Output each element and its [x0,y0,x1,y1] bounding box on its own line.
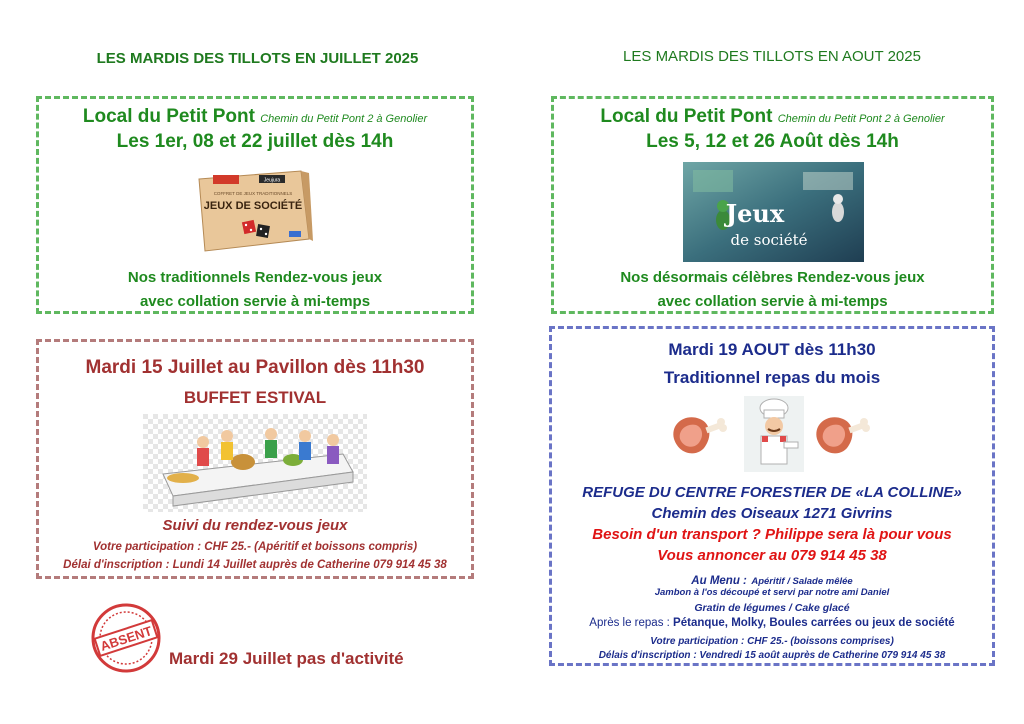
buffet-illustration [143,414,367,512]
august-venue: REFUGE DU CENTRE FORESTIER DE «LA COLLINE» [582,484,962,501]
menu-line3: Gratin de légumes / Cake glacé [694,602,850,614]
july-address: Chemin du Petit Pont 2 à Genolier [260,113,428,125]
august-place-line [554,106,991,128]
august-meal-card [549,326,995,666]
july-buffet-card [36,339,474,579]
july-follow-games: Suivi du rendez-vous jeux [162,517,348,534]
august-header: LES MARDIS DES TILLOTS EN AOUT 2025 [623,48,921,65]
box-top-text: COFFRET DE JEUX TRADITIONNELS [213,191,293,196]
july-games-line1: Nos traditionnels Rendez-vous jeux [127,269,383,286]
august-meal-subtitle: Traditionnel repas du mois [663,368,881,387]
august-address: Chemin des Oiseaux 1271 Givrins [651,505,893,522]
photo-title: Jeux [725,199,785,228]
august-announce: Vous annoncer au 079 914 45 38 [657,547,887,564]
august-transport: Besoin d'un transport ? Philippe sera là pour vous [592,526,952,543]
july-place: Local du Petit Pont [82,106,255,127]
menu-label: Au Menu : [691,575,747,587]
august-address: Chemin du Petit Pont 2 à Genolier [777,113,945,125]
july-games-card [36,96,474,314]
absent-stamp [88,600,164,676]
august-place: Local du Petit Pont [600,106,773,127]
august-games-line2: avec collation servie à mi-temps [657,293,888,310]
july-buffet-subtitle: BUFFET ESTIVAL [183,388,327,407]
july-no-activity: Mardi 29 Juillet pas d'activité [169,649,404,668]
july-deadline: Délai d'inscription : Lundi 14 Juillet auprès de Catherine 079 914 45 38 [63,559,447,571]
july-games-line2: avec collation servie à mi-temps [139,293,371,310]
august-dates: Les 5, 12 et 26 Août dès 14h [646,131,899,152]
july-dates: Les 1er, 08 et 22 juillet dès 14h [116,131,394,152]
board-game-photo [683,162,864,262]
august-meal-title: Mardi 19 AOUT dès 11h30 [668,340,876,359]
absent-stamp-text: ABSENT [98,623,154,654]
august-games-line1: Nos désormais célèbres Rendez-vous jeux [620,269,925,286]
july-header: LES MARDIS DES TILLOTS EN JUILLET 2025 [96,50,419,67]
chef-icon [744,396,804,472]
board-game-box-image [193,169,313,253]
photo-subtitle: de société [730,231,808,249]
ham-left-icon [666,411,728,463]
after-text: Pétanque, Molky, Boules carrées ou jeux de société [673,617,955,629]
august-participation: Votre participation : CHF 25.- (boissons comprises) [650,636,894,647]
box-label: JEUX DE SOCIÉTÉ [203,200,303,212]
august-games-card [551,96,994,314]
august-deadline: Délais d'inscription : Vendredi 15 août auprès de Catherine 079 914 45 38 [598,650,946,661]
box-brand: Jeujura [263,177,281,184]
july-participation: Votre participation : CHF 25.- (Apéritif et boissons compris) [92,541,418,553]
ham-right-icon [809,411,871,463]
august-after-meal [552,617,992,629]
july-buffet-title: Mardi 15 Juillet au Pavillon dès 11h30 [85,357,425,378]
menu-line2: Jambon à l'os découpé et servi par notre ami Daniel [654,587,890,598]
menu-line1: Apéritif / Salade mêlée [751,576,853,587]
after-label: Après le repas : [589,617,670,629]
july-place-line [39,106,471,128]
